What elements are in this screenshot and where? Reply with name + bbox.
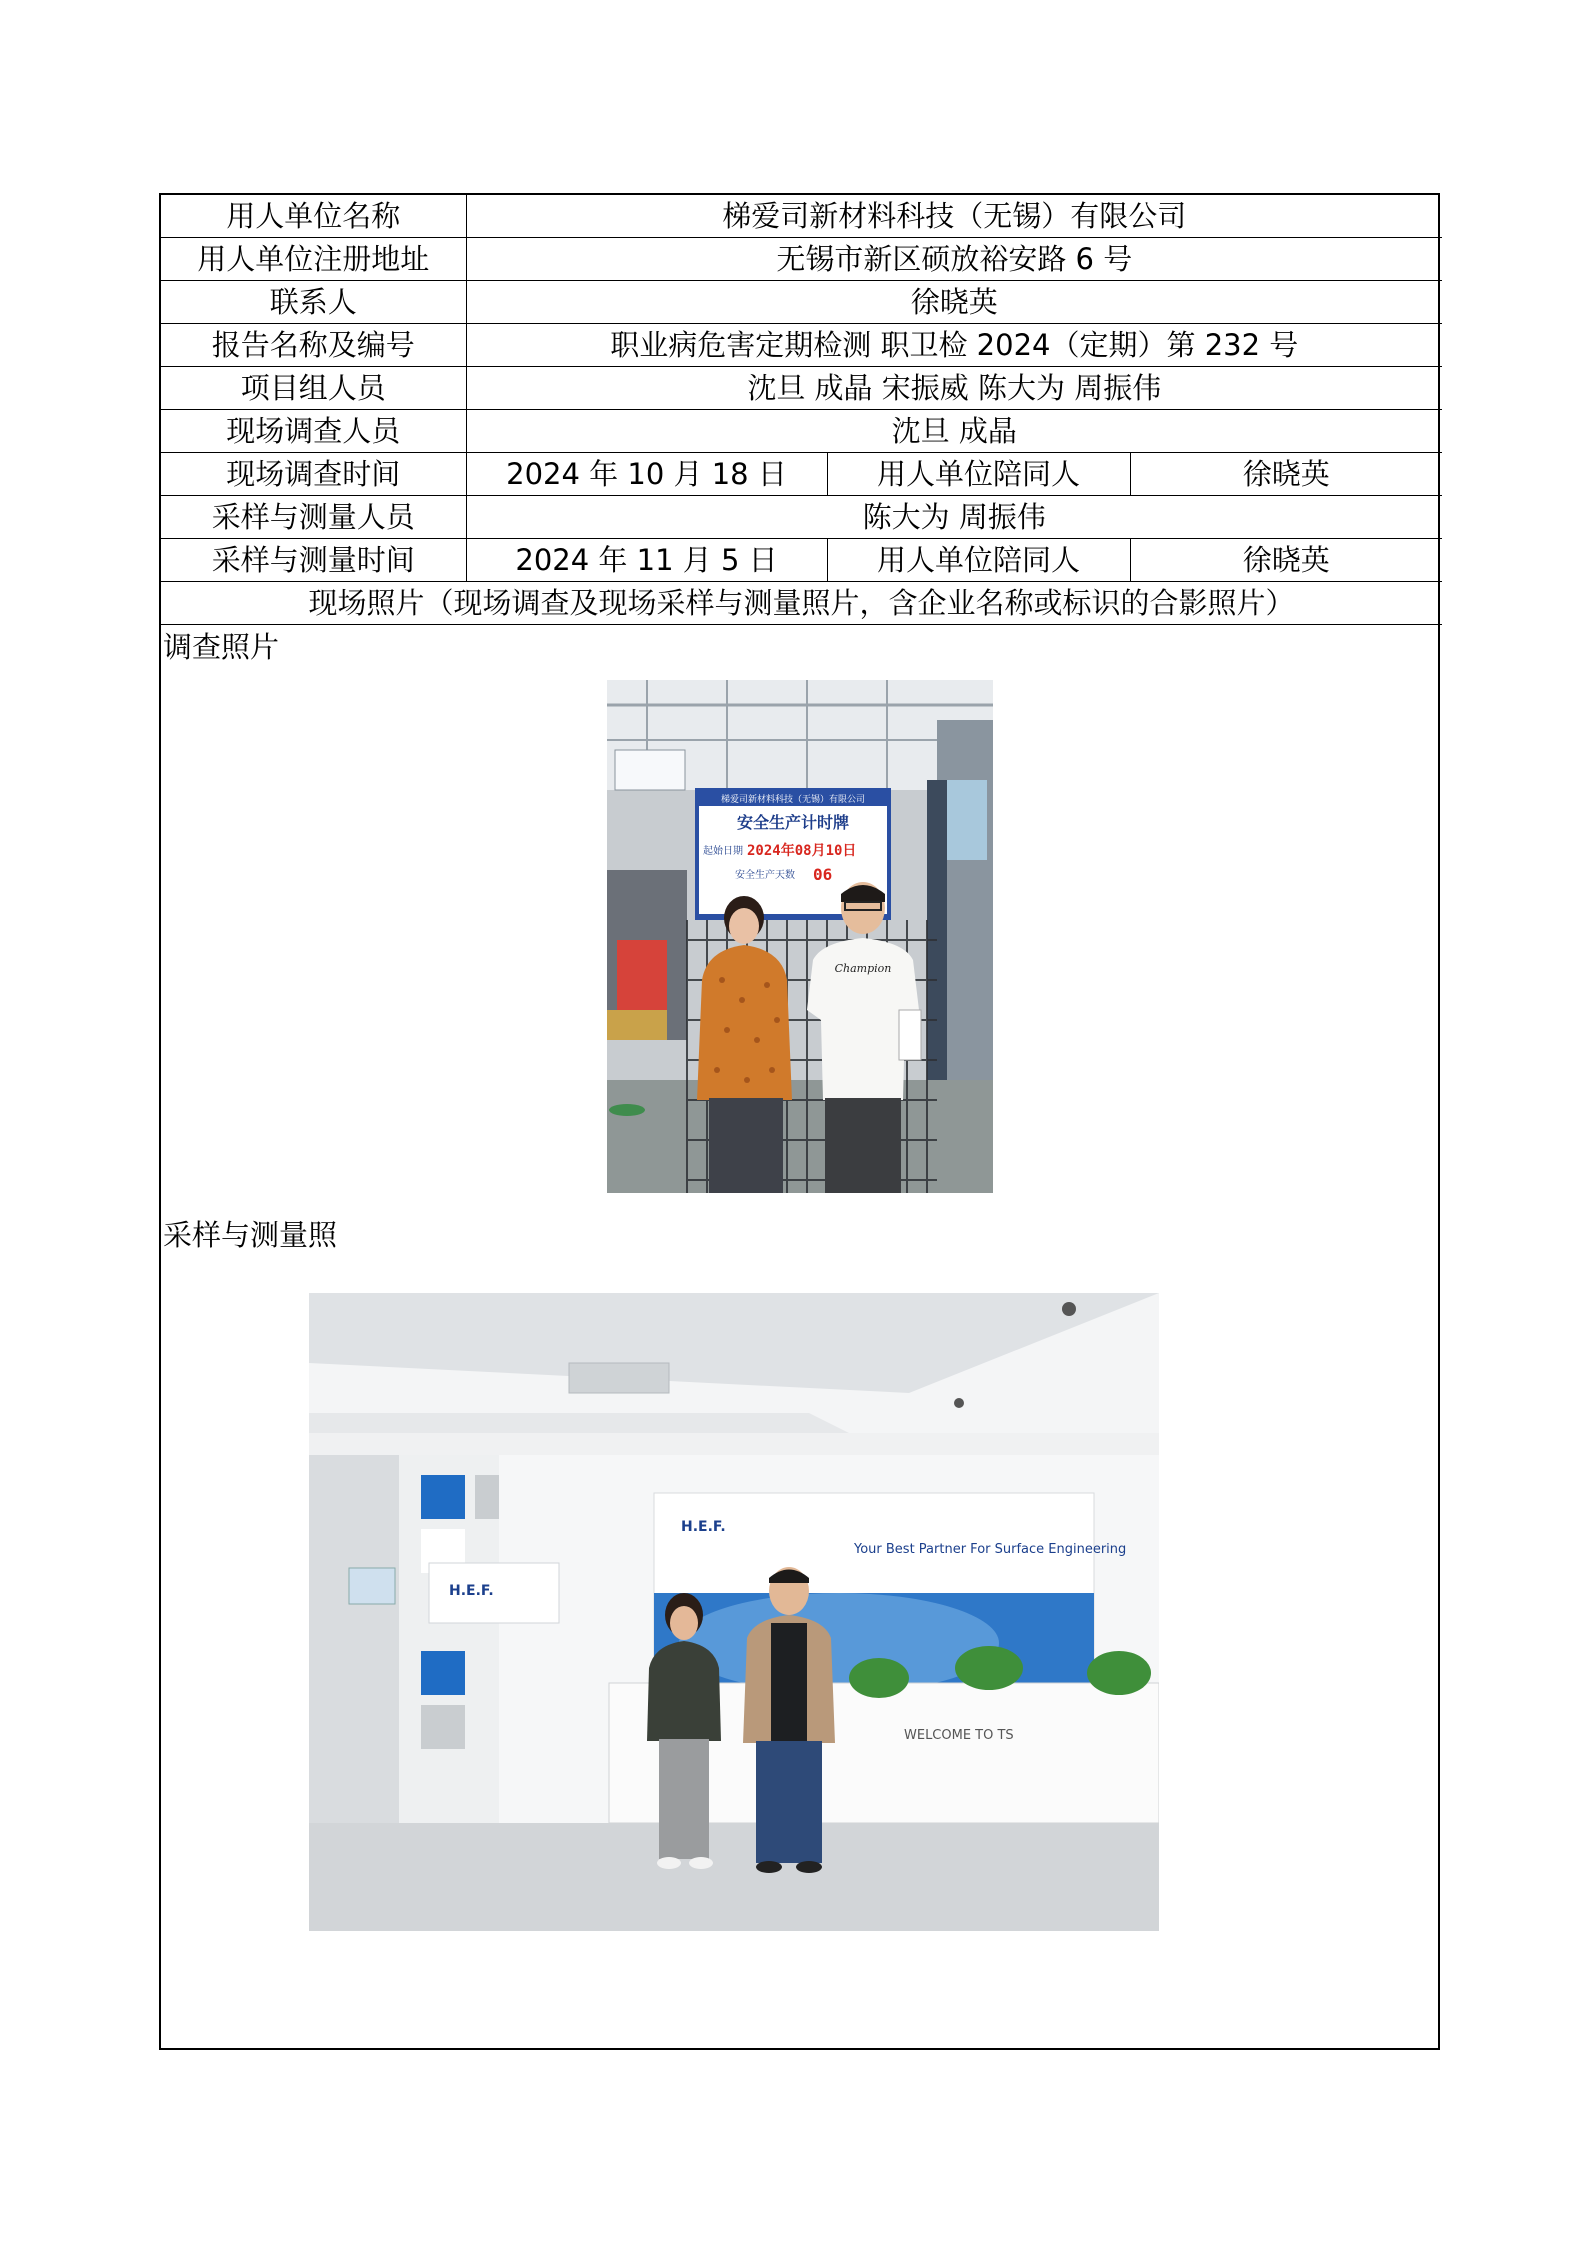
unit-name-value: 梯爱司新材料科技（无锡）有限公司 <box>466 195 1442 238</box>
photo-area <box>161 625 1438 2054</box>
document-frame <box>159 193 1440 2050</box>
sampling-staff-label: 采样与测量人员 <box>161 496 466 539</box>
unit-address-value: 无锡市新区硕放裕安路 6 号 <box>466 238 1442 281</box>
board-days-label: 安全生产天数 <box>735 870 795 881</box>
sampling-photo <box>309 1293 1159 1931</box>
wall-logo-large: H.E.F. <box>681 1519 726 1535</box>
board-company-text: 梯爱司新材料科技（无锡）有限公司 <box>720 795 866 805</box>
row-contact <box>161 281 1442 324</box>
survey-photo-label: 调查照片 <box>163 630 280 664</box>
board-start-date: 2024年08月10日 <box>747 843 857 859</box>
contact-value: 徐晓英 <box>466 281 1442 324</box>
sampling-escort-value: 徐晓英 <box>1130 539 1442 582</box>
row-project-team <box>161 367 1442 410</box>
desk-welcome-text: WELCOME TO TS <box>904 1728 1014 1743</box>
row-unit-name <box>161 195 1442 238</box>
contact-label: 联系人 <box>161 281 466 324</box>
wall-logo-small: H.E.F. <box>449 1583 494 1599</box>
row-sampling-time <box>161 539 1442 582</box>
photo-section-header: 现场照片（现场调查及现场采样与测量照片，含企业名称或标识的合影照片） <box>161 582 1442 625</box>
sampling-time-label: 采样与测量时间 <box>161 539 466 582</box>
board-start-label: 起始日期 <box>703 846 743 857</box>
unit-address-label: 用人单位注册地址 <box>161 238 466 281</box>
row-photo-header <box>161 582 1442 625</box>
board-title-text: 安全生产计时牌 <box>736 813 850 832</box>
sampling-time-value: 2024 年 11 月 5 日 <box>466 539 827 582</box>
sampling-escort-label: 用人单位陪同人 <box>827 539 1130 582</box>
report-label: 报告名称及编号 <box>161 324 466 367</box>
survey-time-label: 现场调查时间 <box>161 453 466 496</box>
survey-photo <box>607 680 993 1193</box>
project-team-label: 项目组人员 <box>161 367 466 410</box>
info-table <box>161 195 1442 625</box>
unit-name-label: 用人单位名称 <box>161 195 466 238</box>
wall-tagline: Your Best Partner For Surface Engineering <box>854 1542 1127 1557</box>
board-days-value: 06 <box>813 865 833 884</box>
row-survey-time <box>161 453 1442 496</box>
sampling-staff-value: 陈大为 周振伟 <box>466 496 1442 539</box>
shirt-logo-text: Champion <box>834 962 892 975</box>
survey-escort-value: 徐晓英 <box>1130 453 1442 496</box>
project-team-value: 沈旦 成晶 宋振威 陈大为 周振伟 <box>466 367 1442 410</box>
survey-staff-value: 沈旦 成晶 <box>466 410 1442 453</box>
row-unit-address <box>161 238 1442 281</box>
sampling-photo-label: 采样与测量照 <box>163 1218 338 1252</box>
row-sampling-staff <box>161 496 1442 539</box>
row-survey-staff <box>161 410 1442 453</box>
survey-staff-label: 现场调查人员 <box>161 410 466 453</box>
report-value: 职业病危害定期检测 职卫检 2024（定期）第 232 号 <box>466 324 1442 367</box>
survey-time-value: 2024 年 10 月 18 日 <box>466 453 827 496</box>
row-report <box>161 324 1442 367</box>
survey-escort-label: 用人单位陪同人 <box>827 453 1130 496</box>
